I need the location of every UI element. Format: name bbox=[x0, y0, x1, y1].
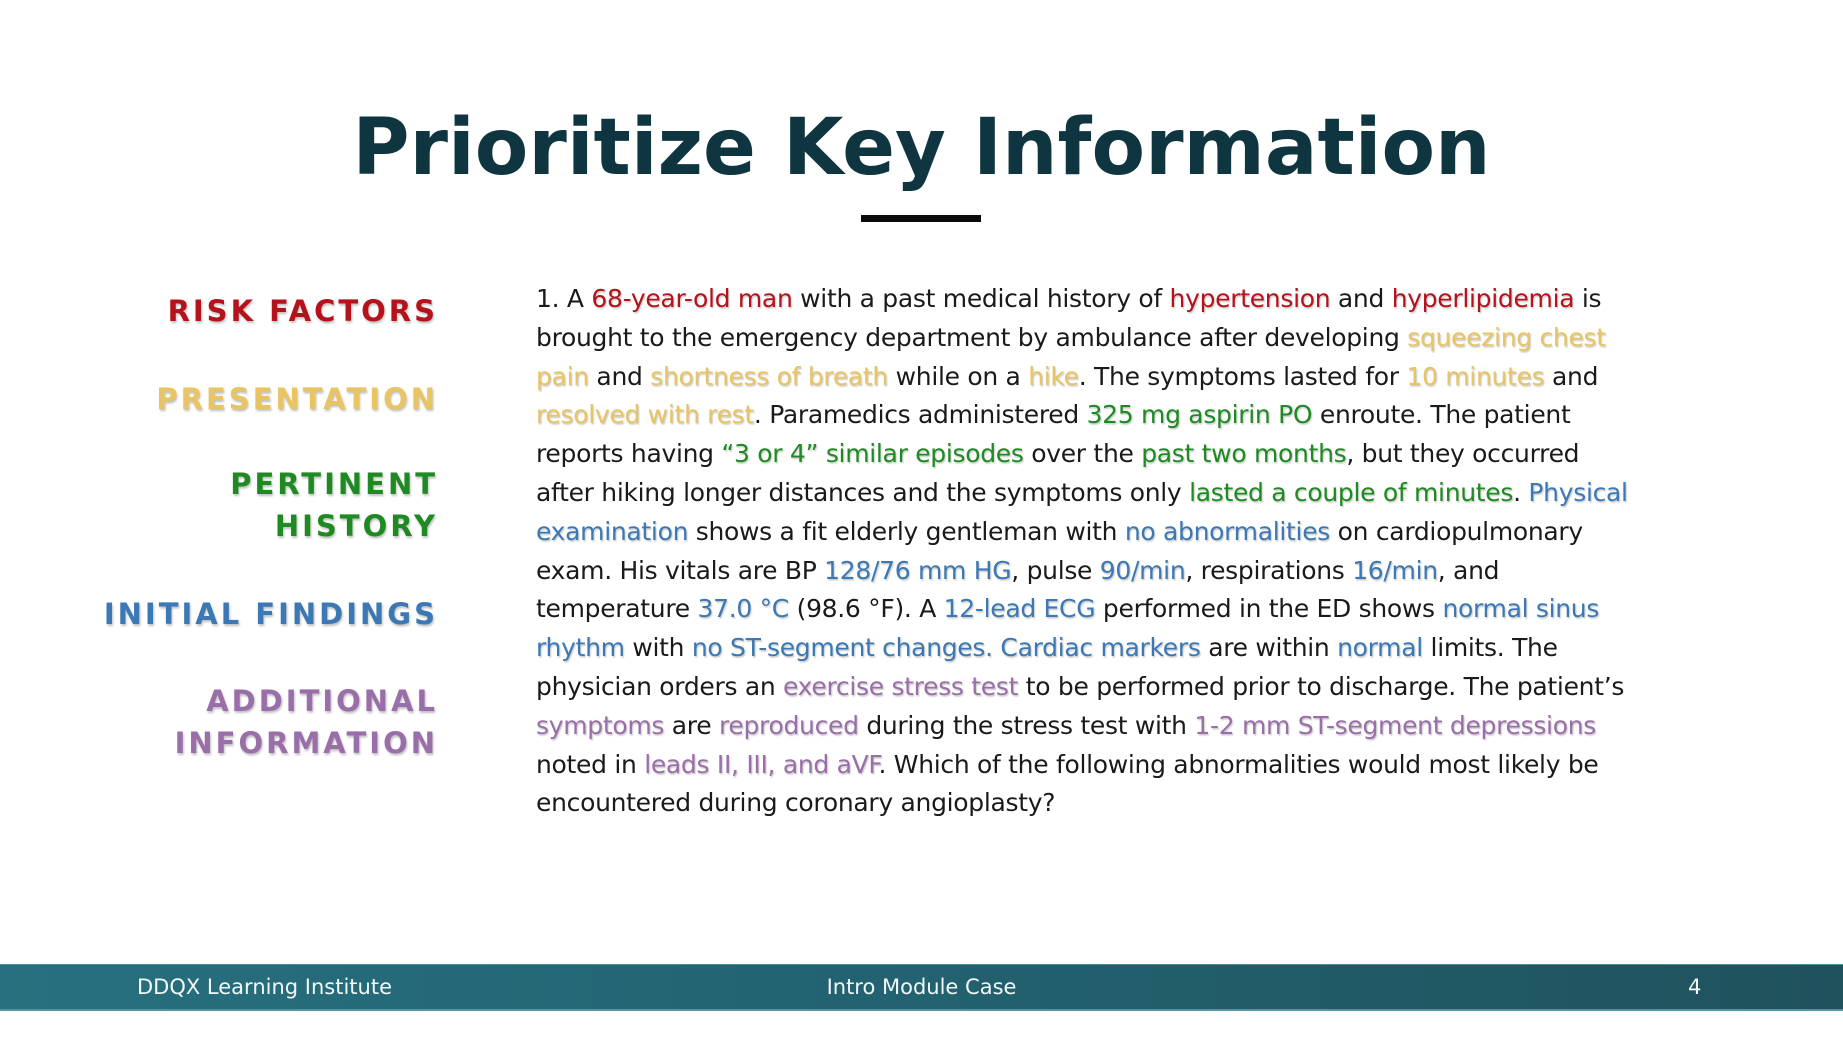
plain-text: enroute. The patient bbox=[1312, 400, 1571, 430]
question-line bbox=[536, 784, 1716, 823]
legend-initial-findings bbox=[104, 593, 438, 635]
legend-label-text: INITIAL FINDINGS bbox=[103, 597, 438, 631]
legend-additional-information bbox=[175, 680, 438, 764]
highlight-initial-findings: normal bbox=[1337, 633, 1423, 663]
plain-text: during the stress test with bbox=[858, 710, 1195, 740]
highlight-presentation: 10 minutes bbox=[1406, 361, 1545, 391]
highlight-presentation: hike bbox=[1028, 361, 1079, 391]
highlight-initial-findings: 37.0 °C bbox=[697, 594, 789, 624]
question-line bbox=[536, 552, 1716, 591]
question-line bbox=[536, 319, 1716, 358]
question-line bbox=[536, 474, 1716, 513]
legend-label-text: PERTINENT bbox=[230, 467, 438, 501]
plain-text: exam. His vitals are BP bbox=[536, 555, 825, 585]
plain-text: temperature bbox=[536, 594, 698, 624]
plain-text: with a past medical history of bbox=[792, 284, 1170, 313]
highlight-additional-information: 1-2 mm ST-segment depressions bbox=[1194, 710, 1596, 740]
question-line bbox=[536, 746, 1716, 785]
highlight-presentation: squeezing chest bbox=[1407, 322, 1606, 352]
highlight-pertinent-history: “3 or 4” similar episodes bbox=[721, 439, 1024, 469]
footer-bar bbox=[0, 964, 1843, 1011]
plain-text: on cardiopulmonary bbox=[1330, 516, 1583, 546]
highlight-risk-factors: hypertension bbox=[1169, 284, 1331, 313]
plain-text: (98.6 °F). A bbox=[788, 594, 944, 624]
plain-text: , but they occurred bbox=[1346, 439, 1580, 469]
highlight-presentation: shortness of breath bbox=[650, 361, 888, 391]
highlight-initial-findings: 12-lead ECG bbox=[943, 594, 1096, 624]
question-line bbox=[536, 668, 1716, 707]
plain-text: noted in bbox=[536, 749, 645, 779]
highlight-pertinent-history: 325 mg aspirin PO bbox=[1086, 400, 1313, 430]
plain-text: brought to the emergency department by ambulance after developing bbox=[536, 322, 1408, 352]
plain-text: , and bbox=[1437, 555, 1500, 585]
question-line bbox=[536, 358, 1716, 397]
plain-text: and bbox=[588, 361, 651, 391]
footer-organization: DDQX Learning Institute bbox=[137, 975, 392, 999]
plain-text: , pulse bbox=[1011, 555, 1100, 585]
plain-text: while on a bbox=[887, 361, 1029, 391]
plain-text: . Paramedics administered bbox=[753, 400, 1087, 430]
highlight-pertinent-history: lasted a couple of minutes bbox=[1189, 477, 1514, 507]
highlight-additional-information: leads II, III, and aVF bbox=[644, 749, 879, 779]
highlight-additional-information: reproduced bbox=[718, 710, 859, 740]
question-line bbox=[536, 396, 1716, 435]
plain-text: . Which of the following abnormalities would most likely be bbox=[878, 749, 1599, 779]
highlight-presentation: resolved with rest bbox=[536, 400, 754, 430]
question-line bbox=[536, 707, 1716, 746]
plain-text: 1. A bbox=[536, 284, 592, 313]
legend-risk-factors bbox=[168, 290, 438, 332]
question-line bbox=[536, 435, 1716, 474]
highlight-initial-findings: no ST-segment changes. Cardiac markers bbox=[691, 633, 1201, 663]
footer-module-title: Intro Module Case bbox=[826, 975, 1017, 999]
plain-text: are bbox=[664, 710, 719, 740]
plain-text: over the bbox=[1023, 439, 1142, 469]
plain-text: after hiking longer distances and the symptoms only bbox=[536, 477, 1190, 507]
plain-text: , respirations bbox=[1185, 555, 1353, 585]
legend-label-text: RISK FACTORS bbox=[167, 294, 438, 328]
slide-title: Prioritize Key Information bbox=[352, 103, 1491, 193]
highlight-pertinent-history: past two months bbox=[1141, 439, 1347, 469]
highlight-initial-findings: rhythm bbox=[536, 633, 625, 663]
footer-page-number: 4 bbox=[1688, 975, 1702, 999]
question-line bbox=[536, 280, 1716, 319]
plain-text: is bbox=[1574, 284, 1602, 313]
highlight-initial-findings: examination bbox=[536, 516, 689, 546]
plain-text: . bbox=[1513, 477, 1529, 507]
plain-text: performed in the ED shows bbox=[1095, 594, 1443, 624]
plain-text: . The symptoms lasted for bbox=[1078, 361, 1407, 391]
highlight-additional-information: exercise stress test bbox=[783, 671, 1019, 701]
question-line bbox=[536, 590, 1716, 629]
title-underline-divider bbox=[861, 215, 981, 222]
highlight-initial-findings: 128/76 mm HG bbox=[824, 555, 1012, 585]
legend-label-text: HISTORY bbox=[274, 509, 438, 543]
question-stem bbox=[536, 280, 1716, 823]
legend-presentation bbox=[156, 378, 438, 420]
legend-label-text: PRESENTATION bbox=[156, 382, 438, 416]
plain-text: limits. The bbox=[1422, 633, 1558, 663]
plain-text: to be performed prior to discharge. The patient’s bbox=[1018, 671, 1625, 701]
plain-text: and bbox=[1330, 284, 1392, 313]
question-line bbox=[536, 513, 1716, 552]
highlight-initial-findings: normal sinus bbox=[1442, 594, 1600, 624]
plain-text: encountered during coronary angioplasty? bbox=[536, 788, 1056, 818]
plain-text: are within bbox=[1200, 633, 1338, 663]
legend-label-text: ADDITIONAL bbox=[206, 684, 438, 718]
question-line bbox=[536, 629, 1716, 668]
plain-text: with bbox=[624, 633, 692, 663]
highlight-risk-factors: hyperlipidemia bbox=[1391, 284, 1575, 313]
plain-text: reports having bbox=[536, 439, 722, 469]
highlight-initial-findings: no abnormalities bbox=[1124, 516, 1331, 546]
legend-label-text: INFORMATION bbox=[174, 726, 438, 760]
plain-text: shows a fit elderly gentleman with bbox=[688, 516, 1125, 546]
highlight-additional-information: symptoms bbox=[536, 710, 665, 740]
legend-pertinent-history bbox=[230, 463, 438, 547]
highlight-presentation: pain bbox=[536, 361, 589, 391]
plain-text: and bbox=[1544, 361, 1599, 391]
plain-text: physician orders an bbox=[536, 671, 784, 701]
highlight-initial-findings: Physical bbox=[1528, 477, 1628, 507]
highlight-initial-findings: 16/min bbox=[1352, 555, 1438, 585]
highlight-risk-factors: 68-year-old man bbox=[591, 284, 793, 313]
highlight-initial-findings: 90/min bbox=[1099, 555, 1186, 585]
